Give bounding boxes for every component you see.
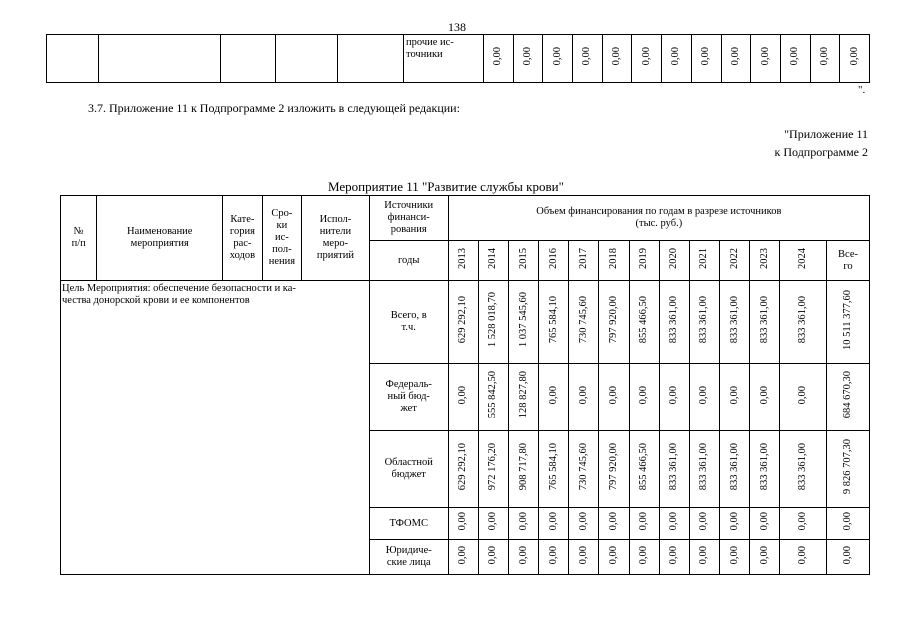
top-value: 0,00 [611,47,623,66]
value-cell [750,508,780,540]
value-text: 765 584,10 [547,296,559,344]
paragraph-text: 3.7. Приложение 11 к Подпрограмме 2 изложить в следующей редакции: [88,101,460,115]
value-cell [569,431,599,508]
appendix-line-2: к Подпрограмме 2 [774,145,868,159]
value-text: 0,00 [577,385,589,405]
value-text: 833 361,00 [797,296,809,344]
value-cell [478,364,508,431]
value-text: 0,00 [728,385,740,405]
year-label: 2015 [517,248,529,269]
value-text: 0,00 [638,385,650,405]
value-cell [689,364,719,431]
value-cell [539,281,569,364]
value-cell [827,508,870,540]
row-label: ТФОМС [369,508,448,540]
top-value: 0,00 [492,47,504,66]
top-value-cell [543,35,573,83]
top-empty-cell [47,35,99,83]
value-cell [780,508,827,540]
value-cell [539,540,569,575]
year-label: 2019 [638,248,650,269]
value-text: 0,00 [797,385,809,405]
main-table [60,195,870,575]
value-cell [629,431,659,508]
value-text: 0,00 [577,512,589,531]
year-label: 2023 [758,248,770,269]
value-cell [569,281,599,364]
value-text: 0,00 [607,545,619,565]
value-cell [780,540,827,575]
value-cell [659,431,689,508]
value-cell [629,364,659,431]
value-cell [719,508,749,540]
value-text: 855 466,50 [638,443,650,491]
top-empty-cell [276,35,338,83]
value-cell [827,364,870,431]
value-cell [569,364,599,431]
value-cell [569,540,599,575]
value-cell [827,431,870,508]
row-label: Областной бюджет [369,431,448,508]
top-value: 0,00 [551,47,563,66]
value-cell [750,364,780,431]
value-text: 833 361,00 [728,443,740,491]
value-cell [750,431,780,508]
value-text: 128 827,80 [517,371,529,419]
value-cell [689,508,719,540]
value-cell [719,540,749,575]
value-cell [599,508,629,540]
value-text: 0,00 [698,545,710,565]
top-empty-cell [99,35,221,83]
year-label: 2014 [487,248,499,269]
value-text: 797 920,00 [607,443,619,491]
top-value-cell [810,35,840,83]
header-volume: Объем финансирования по годам в разрезе источников (тыс. руб.) [448,196,869,241]
header-year [719,241,749,281]
value-text: 833 361,00 [758,296,770,344]
value-text: 0,00 [547,512,559,531]
top-empty-cell [221,35,276,83]
value-cell [599,540,629,575]
value-text: 0,00 [797,545,809,565]
top-value: 0,00 [670,47,682,66]
value-cell [719,364,749,431]
header-year [509,241,539,281]
value-cell [478,540,508,575]
header-category: Кате- гория рас- ходов [223,196,263,281]
header-year [539,241,569,281]
row-label: Федераль- ный бюд- жет [369,364,448,431]
value-cell [827,281,870,364]
value-text: 833 361,00 [668,296,680,344]
top-value-cell [513,35,543,83]
value-text: 0,00 [698,385,710,405]
value-text: 629 292,10 [457,296,469,344]
year-label: 2024 [797,248,809,269]
top-source-label: прочие ис- точники [404,35,484,83]
value-text: 0,00 [517,512,529,531]
header-sources: Источники финанси- рования [369,196,448,241]
row-label: Всего, в т.ч. [369,281,448,364]
header-name: Наименование мероприятия [97,196,223,281]
value-cell [659,364,689,431]
value-cell [478,431,508,508]
top-value-cell [721,35,751,83]
value-cell [780,431,827,508]
value-cell [659,540,689,575]
value-cell [448,281,478,364]
value-cell [509,281,539,364]
value-text: 0,00 [607,512,619,531]
year-label: 2020 [668,248,680,269]
top-value: 0,00 [640,47,652,66]
value-text: 0,00 [842,545,854,565]
value-cell [509,540,539,575]
value-cell [750,540,780,575]
top-value-cell [780,35,810,83]
year-label: 2018 [607,248,619,269]
value-text: 0,00 [638,545,650,565]
value-text: 555 842,50 [487,371,499,419]
value-text: 0,00 [547,545,559,565]
value-text: 0,00 [698,512,710,531]
value-text: 1 528 018,70 [487,292,499,348]
top-value-cell [691,35,721,83]
goal-text: Цель Мероприятия: обеспечение безопасности и ка- чества донорской крови и ее компонентов [61,281,370,575]
top-value: 0,00 [759,47,771,66]
top-value-cell [632,35,662,83]
value-text: 833 361,00 [758,443,770,491]
value-text: 1 037 545,60 [517,292,529,348]
value-text: 0,00 [797,512,809,531]
header-years-label: годы [369,241,448,281]
value-cell [780,364,827,431]
header-year [599,241,629,281]
value-text: 0,00 [668,545,680,565]
value-text: 0,00 [607,385,619,405]
value-text: 833 361,00 [797,443,809,491]
value-text: 855 466,50 [638,296,650,344]
header-year [780,241,827,281]
value-text: 9 826 707,30 [842,439,854,495]
value-cell [629,508,659,540]
value-text: 833 361,00 [698,296,710,344]
page-number: 138 [448,20,466,34]
value-text: 833 361,00 [728,296,740,344]
header-total: Все- го [827,241,870,281]
value-text: 833 361,00 [668,443,680,491]
value-text: 0,00 [457,512,469,531]
value-cell [689,281,719,364]
value-cell [659,281,689,364]
header-year [659,241,689,281]
value-cell [448,364,478,431]
value-text: 0,00 [668,385,680,405]
header-year [629,241,659,281]
value-text: 10 511 377,60 [842,290,854,350]
value-text: 0,00 [842,512,854,531]
year-label: 2013 [457,248,469,269]
header-year [448,241,478,281]
value-text: 0,00 [577,545,589,565]
top-value: 0,00 [729,47,741,66]
value-text: 684 670,30 [842,371,854,419]
value-cell [599,431,629,508]
top-value-cell [573,35,603,83]
table-title: Мероприятие 11 "Развитие службы крови" [328,179,564,194]
value-text: 730 745,60 [577,443,589,491]
year-label: 2017 [577,248,589,269]
value-cell [629,540,659,575]
top-value-cell [751,35,781,83]
value-cell [448,508,478,540]
value-text: 797 920,00 [607,296,619,344]
value-cell [539,508,569,540]
value-text: 0,00 [758,512,770,531]
value-cell [689,431,719,508]
top-value: 0,00 [522,47,534,66]
header-num: № п/п [61,196,97,281]
value-cell [569,508,599,540]
value-text: 0,00 [487,545,499,565]
value-cell [827,540,870,575]
top-value: 0,00 [818,47,830,66]
value-cell [750,281,780,364]
value-cell [509,364,539,431]
value-text: 0,00 [547,385,559,405]
appendix-line-1: "Приложение 11 [784,127,868,141]
header-year [478,241,508,281]
value-text: 0,00 [457,545,469,565]
header-year [750,241,780,281]
row-label: Юридиче- ские лица [369,540,448,575]
value-cell [719,281,749,364]
top-value: 0,00 [700,47,712,66]
value-cell [478,508,508,540]
header-year [569,241,599,281]
value-text: 0,00 [457,385,469,405]
value-text: 0,00 [638,512,650,531]
value-text: 0,00 [728,545,740,565]
top-value-cell [484,35,514,83]
value-cell [539,431,569,508]
value-cell [509,431,539,508]
header-terms: Сро- ки ис- пол- нения [262,196,302,281]
value-cell [719,431,749,508]
header-year [689,241,719,281]
value-cell [448,540,478,575]
value-text: 0,00 [758,385,770,405]
top-value: 0,00 [581,47,593,66]
top-value-cell [602,35,632,83]
value-cell [659,508,689,540]
value-text: 765 584,10 [547,443,559,491]
value-cell [599,281,629,364]
value-cell [539,364,569,431]
top-value: 0,00 [789,47,801,66]
value-cell [448,431,478,508]
value-text: 972 176,20 [487,443,499,491]
value-text: 0,00 [517,545,529,565]
value-text: 629 292,10 [457,443,469,491]
top-value-cell [662,35,692,83]
value-text: 833 361,00 [698,443,710,491]
value-text: 730 745,60 [577,296,589,344]
value-cell [689,540,719,575]
top-empty-cell [338,35,404,83]
header-executors: Испол- нители меро- приятий [302,196,370,281]
value-text: 908 717,80 [517,443,529,491]
top-value: 0,00 [848,47,860,66]
value-cell [780,281,827,364]
closing-quote: ". [858,84,866,96]
value-cell [599,364,629,431]
year-label: 2021 [698,248,710,269]
value-text: 0,00 [668,512,680,531]
value-cell [629,281,659,364]
value-text: 0,00 [758,545,770,565]
value-text: 0,00 [487,512,499,531]
top-value-cell [840,35,870,83]
value-cell [478,281,508,364]
year-label: 2016 [547,248,559,269]
value-cell [509,508,539,540]
value-text: 0,00 [728,512,740,531]
top-table [46,34,870,83]
year-label: 2022 [728,248,740,269]
